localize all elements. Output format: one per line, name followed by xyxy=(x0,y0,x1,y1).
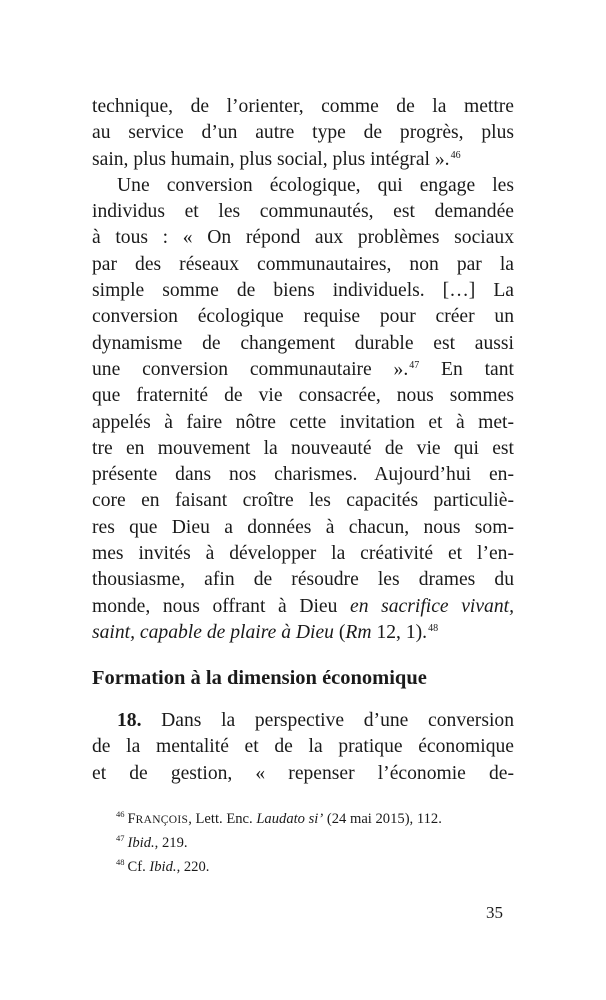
footnote xyxy=(116,808,516,832)
author-initial: F xyxy=(127,811,136,827)
text-line: mes invités à développer la créativité et l’en- xyxy=(92,543,514,565)
italic-quote: saint, capable de plaire à Dieu xyxy=(92,621,334,643)
footnote xyxy=(116,832,516,855)
footnote xyxy=(116,856,516,879)
citation-title: Ibid. xyxy=(127,835,155,852)
section-heading: Formation à la dimension économique xyxy=(92,667,427,689)
text-line: core en faisant croître les capacités particuliè- xyxy=(92,490,514,512)
text-segment: , Lett. Enc. xyxy=(188,811,257,827)
text-line: présente dans nos charismes. Aujourd’hui en- xyxy=(92,464,514,486)
text-segment: En tant xyxy=(419,358,514,380)
text-line xyxy=(92,620,514,646)
text-line: et de gestion, « repenser l’économie de- xyxy=(92,762,514,784)
text-segment: monde, nous offrant à Dieu xyxy=(92,595,351,617)
footnote-number: 46 xyxy=(116,809,125,819)
text-segment: sain, plus humain, plus social, plus intégral ». xyxy=(92,148,450,170)
text-line: tre en mouvement la nouveauté de vie qui est xyxy=(92,437,514,459)
text-line xyxy=(92,708,514,734)
footnotes xyxy=(116,808,516,879)
text-line xyxy=(92,594,514,620)
author-small-caps: RANÇOIS xyxy=(135,814,189,826)
page-number: 35 xyxy=(486,903,503,922)
text-segment: Cf. xyxy=(127,858,150,875)
text-segment: une conversion communautaire ». xyxy=(92,358,409,380)
paragraph-number: 18. xyxy=(117,710,142,731)
scripture-ref: Rm xyxy=(345,621,372,643)
text-line: Une conversion écologique, qui engage les xyxy=(117,174,514,196)
footnote-ref: 48 xyxy=(428,622,439,634)
text-line: que fraternité de vie consacrée, nous sommes xyxy=(92,385,514,407)
text-line: simple somme de biens individuels. […] La xyxy=(92,280,514,302)
text-line: à tous : « On répond aux problèmes sociaux xyxy=(92,227,514,249)
section-text xyxy=(92,708,514,787)
text-line: conversion écologique requise pour créer un xyxy=(92,306,514,328)
text-line: de la mentalité et de la pratique économique xyxy=(92,736,514,758)
footnote-ref: 46 xyxy=(450,149,461,161)
text-line: res que Dieu a données à chacun, nous som- xyxy=(92,516,514,538)
text-segment: , 220. xyxy=(176,858,210,875)
italic-quote: en sacrifice vivant, xyxy=(350,595,514,617)
text-line: appelés à faire nôtre cette invitation et à met- xyxy=(92,411,514,433)
text-segment: Dans la perspective d’une conversion xyxy=(141,710,514,731)
text-line xyxy=(92,357,514,383)
text-line xyxy=(92,147,514,173)
text-line: thousiasme, afin de résoudre les drames du xyxy=(92,569,514,591)
main-text xyxy=(92,94,514,646)
footnote-ref: 47 xyxy=(409,359,420,371)
citation-title: Ibid. xyxy=(149,858,177,875)
text-segment: , 219. xyxy=(154,835,188,852)
text-segment: 12, 1). xyxy=(371,621,428,643)
text-segment: ( xyxy=(333,621,346,643)
text-line: par des réseaux communautaires, non par la xyxy=(92,253,514,275)
text-line: technique, de l’orienter, comme de la mettre xyxy=(92,96,514,117)
footnote-number: 48 xyxy=(116,856,125,867)
citation-title: Laudato si’ xyxy=(256,811,324,827)
footnote-number: 47 xyxy=(116,833,125,844)
text-line: dynamisme de changement durable est aussi xyxy=(92,332,514,354)
text-line: au service d’un autre type de progrès, plus xyxy=(92,122,514,144)
text-segment: (24 mai 2015), 112. xyxy=(323,811,442,827)
text-line: individus et les communautés, est demandée xyxy=(92,201,514,223)
